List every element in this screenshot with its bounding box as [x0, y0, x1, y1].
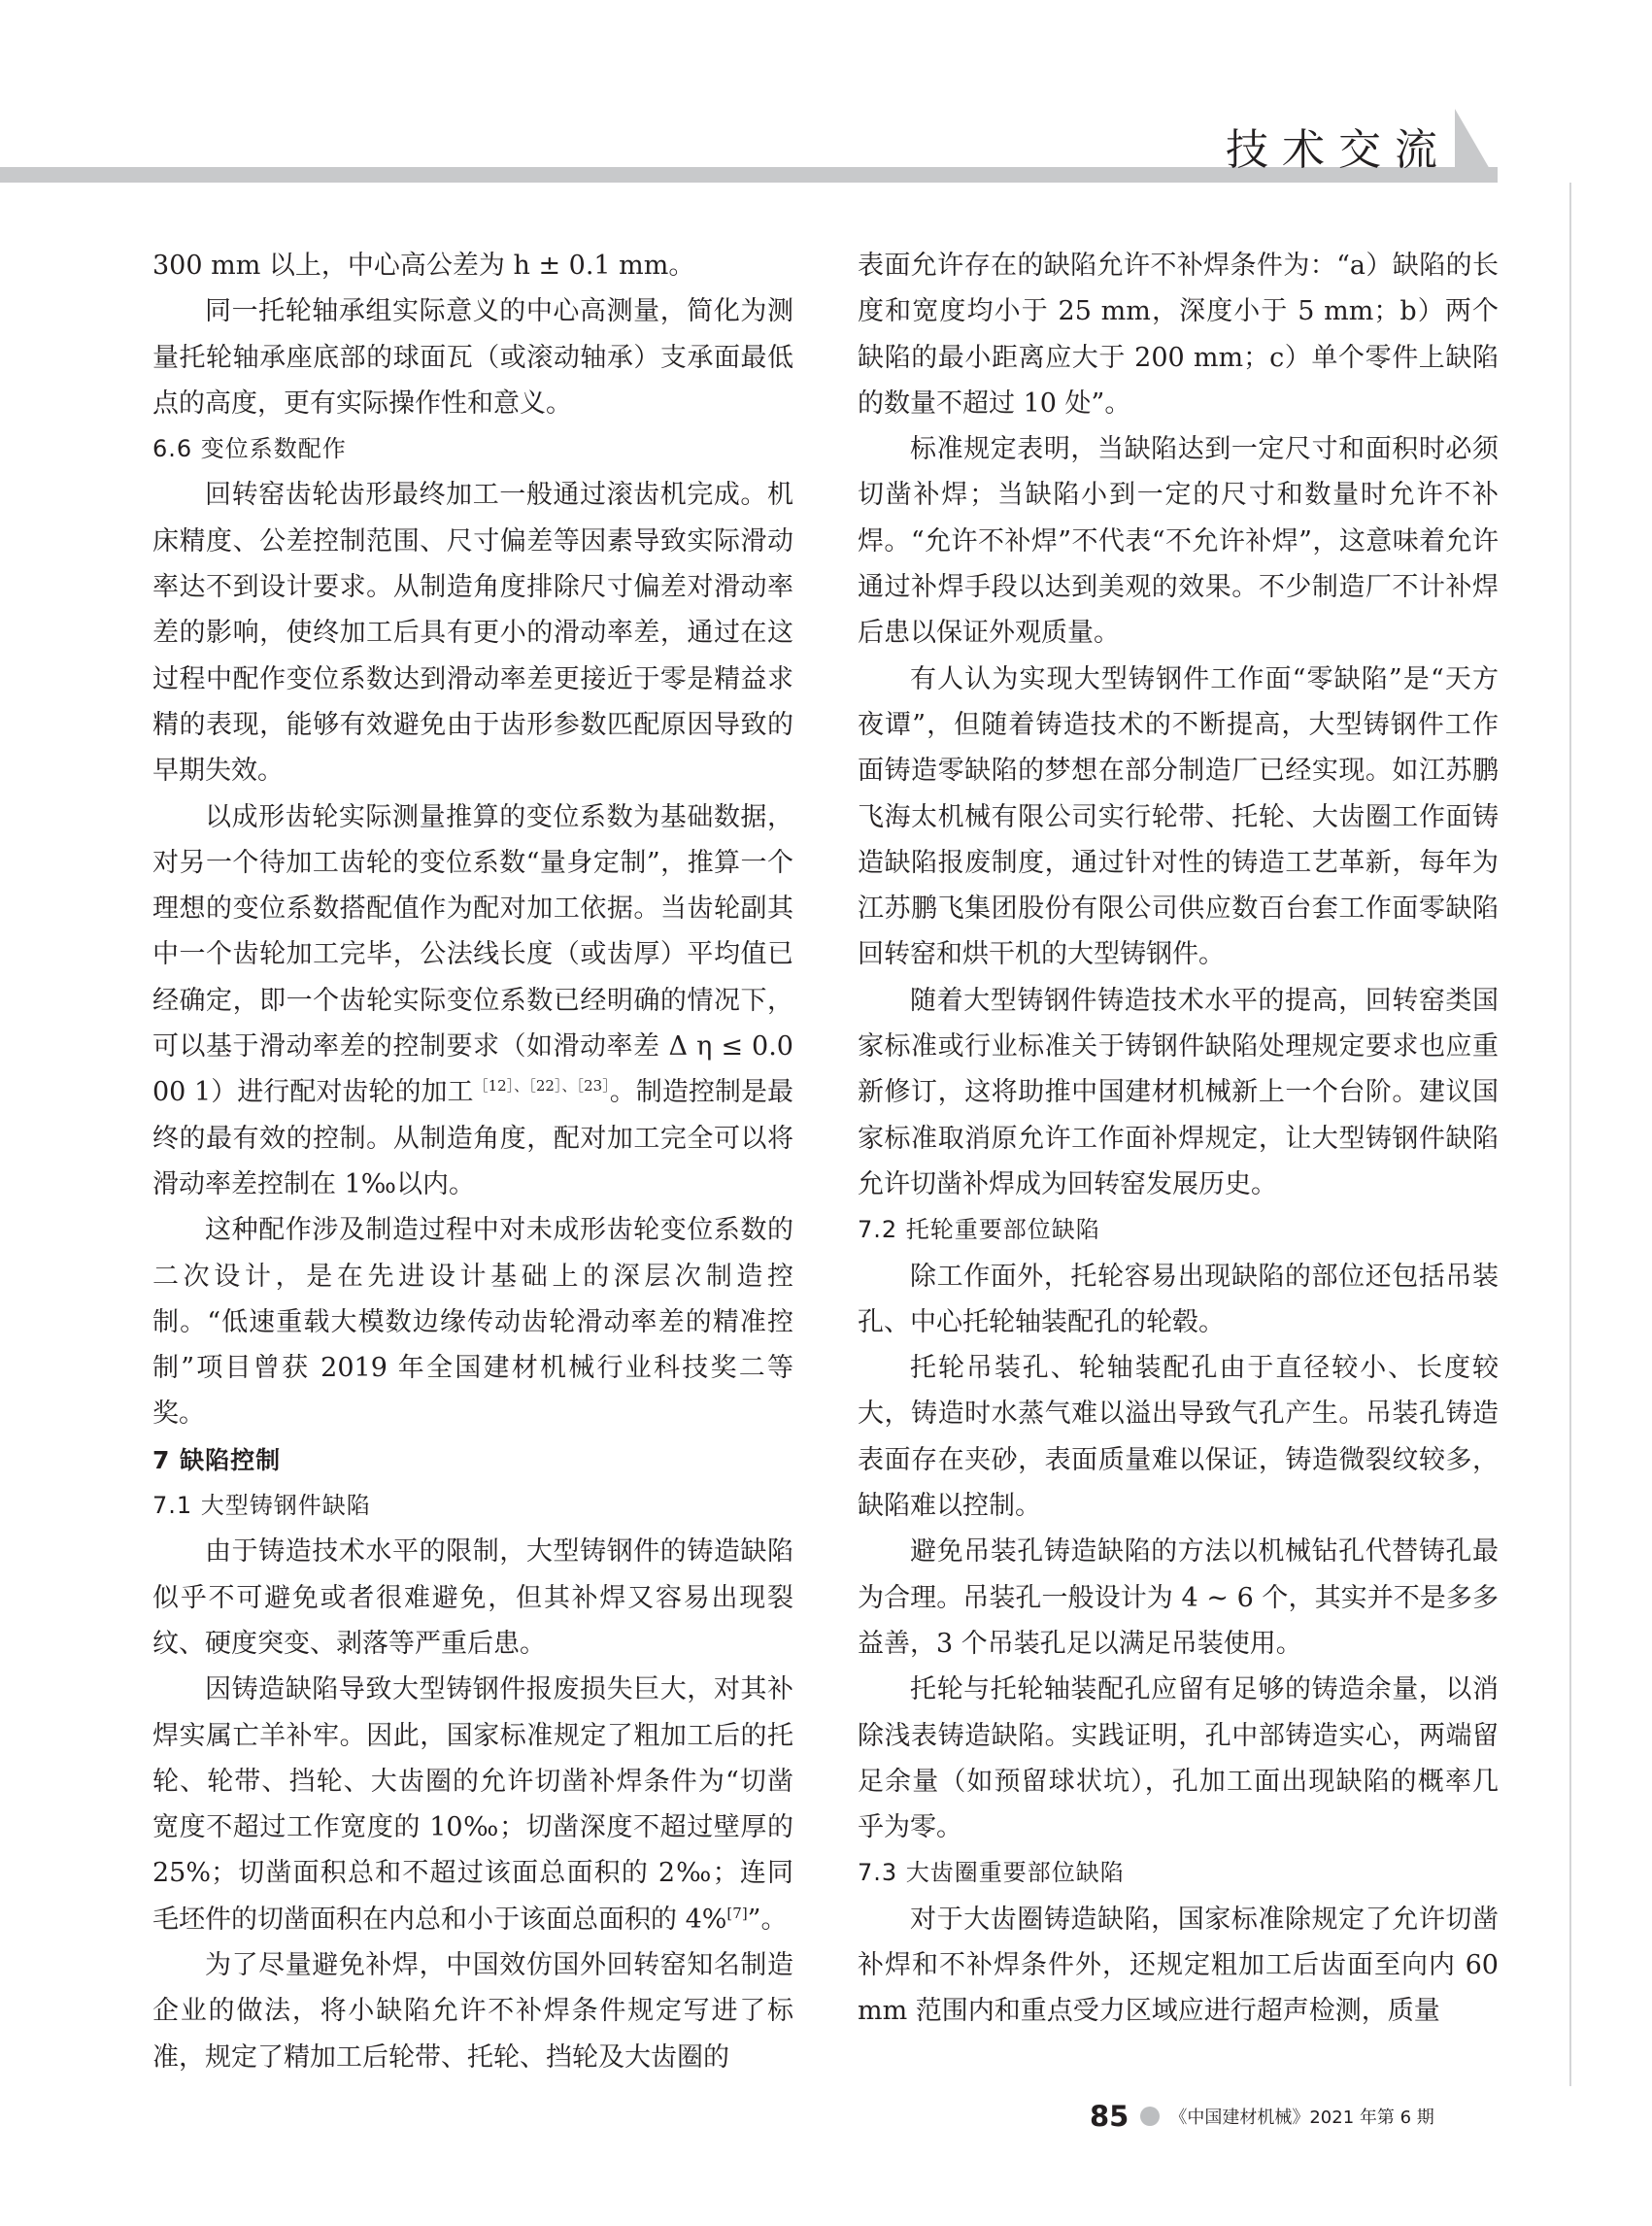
paragraph: 同一托轮轴承组实际意义的中心高测量，简化为测量托轮轴承座底部的球面瓦（或滚动轴承）支承面最低点的高度，更有实际操作性和意义。 [152, 296, 793, 419]
paragraph: 随着大型铸钢件铸造技术水平的提高，回转窑类国家标准或行业标准关于铸钢件缺陷处理规定要求也应重新修订，这将助推中国建材机械新上一个台阶。建议国家标准取消原允许工作面补焊规定，让大型铸钢件缺陷允许切凿补焊成为回转窑发展历史。 [858, 985, 1499, 1199]
left-column [152, 243, 793, 2080]
paragraph: 除工作面外，托轮容易出现缺陷的部位还包括吊装孔、中心托轮轴装配孔的轮毂。 [858, 1261, 1499, 1337]
right-margin-rule [1569, 183, 1571, 2086]
section-title: 技术交流 [1226, 125, 1451, 175]
paragraph-text: 。制造控制是最终的最有效的控制。从制造角度，配对加工完全可以将滑动率差控制在 1‰以内。 [152, 1077, 793, 1199]
paragraph: 托轮吊装孔、轮轴装配孔由于直径较小、长度较大，铸造时水蒸气难以溢出导致气孔产生。吊装孔铸造表面存在夹砂，表面质量难以保证，铸造微裂纹较多，缺陷难以控制。 [858, 1353, 1499, 1522]
section-heading: 7.3 大齿圈重要部位缺陷 [858, 1859, 1125, 1887]
paragraph-text: 以成形齿轮实际测量推算的变位系数为基础数据，对另一个待加工齿轮的变位系数“量身定制”，推算一个理想的变位系数搭配值作为配对加工依据。当齿轮副其中一个齿轮加工完毕，公法线长度（或齿厚）平均值已经确定，即一个齿轮实际变位系数已经明确的情况下，可以基于滑动率差的控制要求（如滑动率差 Δ η ≤ 0.000 1）进行配对齿轮的加工 [152, 801, 793, 1108]
right-column [858, 243, 1499, 2035]
journal-citation: 《中国建材机械》2021 年第 6 期 [1169, 2108, 1434, 2128]
section-heading: 7.1 大型铸钢件缺陷 [152, 1492, 371, 1520]
section-heading: 7.2 托轮重要部位缺陷 [858, 1216, 1100, 1244]
paragraph: 对于大齿圈铸造缺陷，国家标准除规定了允许切凿补焊和不补焊条件外，还规定粗加工后齿面至向内 60 mm 范围内和重点受力区域应进行超声检测，质量 [858, 1904, 1499, 2027]
paragraph-text: ”。 [747, 1904, 788, 1935]
paragraph: 回转窑齿轮齿形最终加工一般通过滚齿机完成。机床精度、公差控制范围、尺寸偏差等因素导致实际滑动率达不到设计要求。从制造角度排除尺寸偏差对滑动率差的影响，使终加工后具有更小的滑动率差，通过在这过程中配作变位系数达到滑动率差更接近于零是精益求精的表现，能够有效避免由于齿形参数匹配原因导致的早期失效。 [152, 480, 793, 787]
paragraph: 避免吊装孔铸造缺陷的方法以机械钻孔代替铸孔最为合理。吊装孔一般设计为 4 ~ 6 个，其实并不是多多益善，3 个吊装孔足以满足吊装使用。 [858, 1536, 1499, 1659]
page-header [0, 0, 1652, 185]
paragraph: 这种配作涉及制造过程中对未成形齿轮变位系数的二次设计，是在先进设计基础上的深层次制造控制。“低速重载大模数边缘传动齿轮滑动率差的精准控制”项目曾获 2019 年全国建材机械行业科技奖二等奖。 [152, 1215, 793, 1430]
page-footer [1090, 2100, 1434, 2133]
citation-superscript: ［12］、［22］、［23］ [473, 1077, 610, 1096]
paragraph: 为了尽量避免补焊，中国效仿国外回转窑知名制造企业的做法，将小缺陷允许不补焊条件规定写进了标准，规定了精加工后轮带、托轮、挡轮及大齿圈的 [152, 1949, 793, 2073]
paragraph: 有人认为实现大型铸钢件工作面“零缺陷”是“天方夜谭”，但随着铸造技术的不断提高，大型铸钢件工作面铸造零缺陷的梦想在部分制造厂已经实现。如江苏鹏飞海太机械有限公司实行轮带、托轮、大齿圈工作面铸造缺陷报废制度，通过针对性的铸造工艺革新，每年为江苏鹏飞集团股份有限公司供应数百台套工作面零缺陷回转窑和烘干机的大型铸钢件。 [858, 663, 1499, 970]
paragraph-text: 因铸造缺陷导致大型铸钢件报废损失巨大，对其补焊实属亡羊补牢。因此，国家标准规定了粗加工后的托轮、轮带、挡轮、大齿圈的允许切凿补焊条件为“切凿宽度不超过工作宽度的 10‰；切凿深度不超过壁厚的 25%；切凿面积总和不超过该面总面积的 2‰；连同毛坯件的切凿面积在内总和小于该面总面积的 4% [152, 1674, 793, 1935]
citation-superscript: [7] [726, 1904, 748, 1922]
section-heading: 7 缺陷控制 [152, 1445, 282, 1474]
paragraph: 300 mm 以上，中心高公差为 h ± 0.1 mm。 [152, 251, 695, 281]
section-heading: 6.6 变位系数配作 [152, 435, 347, 463]
paragraph [152, 1667, 793, 1942]
paragraph: 标准规定表明，当缺陷达到一定尺寸和面积时必须切凿补焊；当缺陷小到一定的尺寸和数量时允许不补焊。“允许不补焊”不代表“不允许补焊”，这意味着允许通过补焊手段以达到美观的效果。不少制造厂不计补焊后患以保证外观质量。 [858, 434, 1499, 649]
paragraph: 托轮与托轮轴装配孔应留有足够的铸造余量，以消除浅表铸造缺陷。实践证明，孔中部铸造实心，两端留足余量（如预留球状坑），孔加工面出现缺陷的概率几乎为零。 [858, 1674, 1499, 1843]
paragraph [152, 794, 793, 1208]
paragraph: 表面允许存在的缺陷允许不补焊条件为：“a）缺陷的长度和宽度均小于 25 mm，深度小于 5 mm；b）两个缺陷的最小距离应大于 200 mm；c）单个零件上缺陷的数量不超过 10 处”。 [858, 251, 1499, 419]
paragraph: 由于铸造技术水平的限制，大型铸钢件的铸造缺陷似乎不可避免或者很难避免，但其补焊又容易出现裂纹、硬度突变、剥落等严重后患。 [152, 1536, 793, 1659]
footer-dot [1140, 2107, 1160, 2126]
page-number: 85 [1090, 2100, 1129, 2133]
